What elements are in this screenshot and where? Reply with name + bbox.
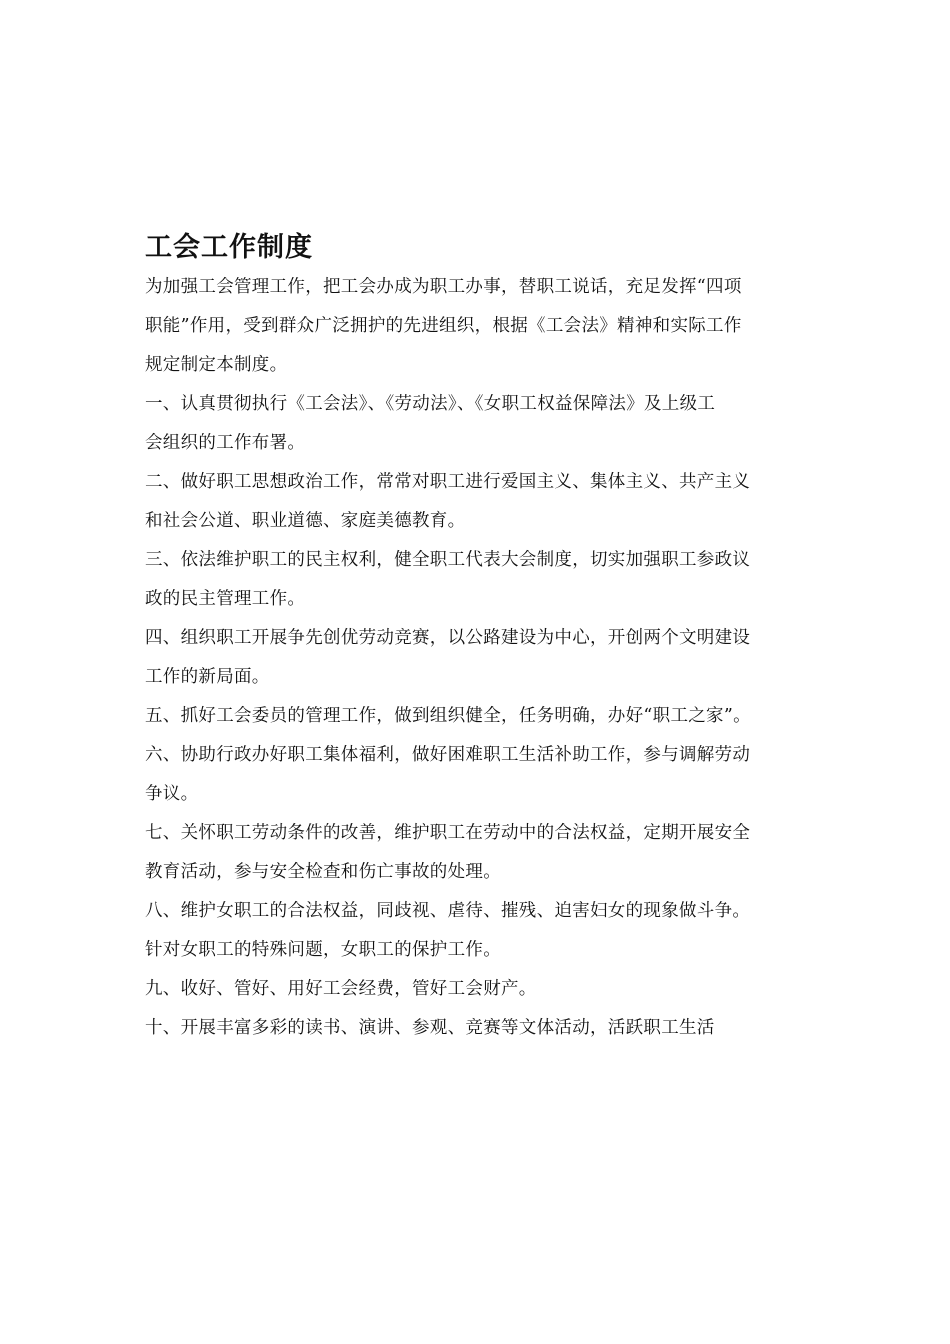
document-body [145, 268, 810, 1048]
body-line: 教育活动，参与安全检查和伤亡事故的处理。 [145, 862, 501, 882]
body-line: 和社会公道、职业道德、家庭美德教育。 [145, 511, 466, 531]
body-line: 为加强工会管理工作，把工会办成为职工办事，替职工说话，充足发挥“四项 [145, 277, 742, 297]
body-line: 职能”作用，受到群众广泛拥护的先进组织，根据《工会法》精神和实际工作 [145, 316, 742, 336]
document-page [145, 228, 810, 1048]
body-line: 八、维护女职工的合法权益，同歧视、虐待、摧残、迫害妇女的现象做斗争。 [145, 901, 751, 921]
body-line: 十、开展丰富多彩的读书、演讲、参观、竞赛等文体活动，活跃职工生活 [145, 1018, 715, 1038]
body-line: 工作的新局面。 [145, 667, 270, 687]
body-line: 九、收好、管好、用好工会经费，管好工会财产。 [145, 979, 537, 999]
body-line: 二、做好职工思想政治工作，常常对职工进行爱国主义、集体主义、共产主义 [145, 472, 751, 492]
document-title: 工会工作制度 [145, 232, 313, 263]
body-line: 三、依法维护职工的民主权利，健全职工代表大会制度，切实加强职工参政议 [145, 550, 751, 570]
body-line: 五、抓好工会委员的管理工作，做到组织健全，任务明确，办好“职工之家”。 [145, 706, 751, 726]
body-line: 争议。 [145, 784, 199, 804]
body-line: 七、关怀职工劳动条件的改善，维护职工在劳动中的合法权益，定期开展安全 [145, 823, 751, 843]
body-line: 六、协助行政办好职工集体福利，做好困难职工生活补助工作，参与调解劳动 [145, 745, 751, 765]
body-line: 针对女职工的特殊问题，女职工的保护工作。 [145, 940, 501, 960]
body-line: 政的民主管理工作。 [145, 589, 306, 609]
body-line: 会组织的工作布署。 [145, 433, 306, 453]
body-line: 四、组织职工开展争先创优劳动竞赛，以公路建设为中心，开创两个文明建设 [145, 628, 751, 648]
body-line: 一、认真贯彻执行《工会法》、《劳动法》、《女职工权益保障法》及上级工 [145, 394, 716, 414]
body-line: 规定制定本制度。 [145, 355, 288, 375]
